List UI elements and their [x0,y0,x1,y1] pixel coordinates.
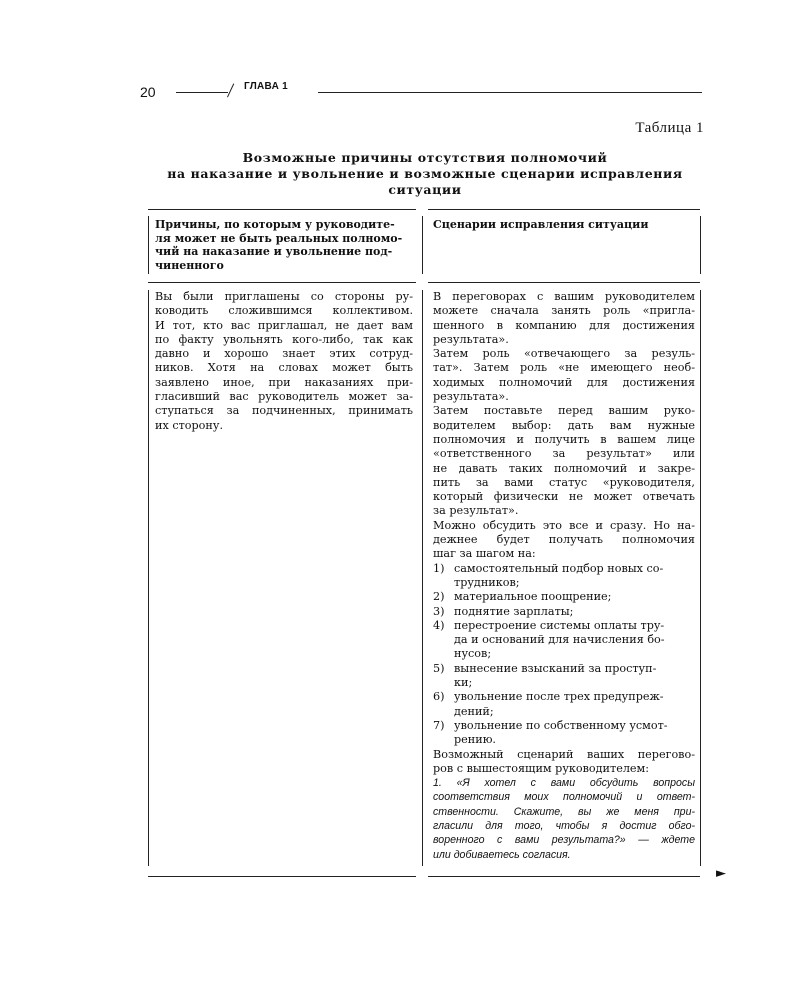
text-line: Затем поставьте перед вашим руко- [433,404,695,418]
list-item-continued: нусов; [454,647,492,661]
list-item-continued: дений; [454,704,494,718]
text-line: шаг за шагом на: [433,547,536,561]
center-border-head [422,216,423,274]
list-item-continued: да и оснований для начисления бо- [454,633,665,647]
right-column-text [433,290,695,862]
text-line: Возможный сценарий ваших перегово- [433,747,695,761]
table-title-line: ситуации [388,182,462,197]
header-line: Сценарии исправления ситуации [433,218,649,231]
text-line: не давать таких полномочий и закре- [433,461,695,475]
list-text: самостоятельный подбор новых со- [454,561,664,575]
italic-line: 1. «Я хотел с вами обсудить вопросы [433,777,695,790]
italic-line: соответствия моих полномочий и ответ- [433,791,695,804]
table-top-rule-right [428,209,700,210]
table-title-line: Возможные причины отсутствия полномочий [242,150,608,165]
text-line: «ответственного за результат» или [433,447,695,461]
text-line: их сторону. [155,418,224,432]
text-line: результата». [433,332,509,346]
list-item [433,562,695,576]
list-text: увольнение после трех предупреж- [454,690,664,704]
chapter-label: ГЛАВА 1 [244,81,289,92]
list-number: 1) [433,561,445,575]
text-line: Затем роль «отвечающего за резуль- [433,347,695,361]
list-text: вынесение взысканий за проступ- [454,661,657,675]
text-line: Вы были приглашены со стороны ру- [155,290,413,303]
list-number: 3) [433,604,445,618]
italic-line: воренного с вами результата?» — ждете [433,834,695,847]
text-line: ходимых полномочий для достижения [433,375,695,389]
list-item [433,590,695,604]
left-border-body [148,290,149,866]
italic-line: ственности. Скажите, вы же меня при- [433,805,695,818]
text-line: дежнее будет получать полномочия [433,533,695,547]
table-title-line: на наказание и увольнение и возможные сценарии исправления [167,166,683,181]
text-line: можете сначала занять роль «пригла- [433,304,695,318]
italic-line: гласили для того, чтобы я достиг обго- [433,819,695,832]
header-line: чиненного [155,258,224,272]
list-item-continued: ки; [454,676,473,690]
text-line: заявлено иное, при наказаниях при- [155,375,413,389]
text-line: шенного в компанию для достижения [433,318,695,332]
right-border-head [700,216,701,274]
list-number: 6) [433,690,445,704]
text-line: результата». [433,390,509,404]
table-bottom-rule-left [148,876,416,877]
header-line: Причины, по которым у руководите- [155,218,395,231]
list-number: 7) [433,718,445,732]
left-border-head [148,216,149,274]
table-title [150,150,700,198]
left-column-text [155,290,413,433]
text-line: ступаться за подчиненных, принимать [155,404,413,418]
list-item [433,690,695,704]
list-item [433,719,695,733]
list-text: перестроение системы оплаты тру- [454,618,665,632]
page-number: 20 [140,84,156,100]
header-bottom-rule-left [148,282,416,283]
list-number: 5) [433,661,445,675]
text-line: пить за вами статус «руководителя, [433,475,695,489]
left-column-header [155,218,417,272]
continue-arrow-icon: ► [716,866,726,881]
text-line: давно и хорошо знает этих сотруд- [155,347,413,361]
text-line: водителем выбор: дать вам нужные [433,418,695,432]
text-line: В переговорах с вашим руководителем [433,290,695,303]
list-text: увольнение по собственному усмот- [454,718,668,732]
header-rule-left [176,92,228,93]
header-bottom-rule-right [428,282,700,283]
text-line: ководить сложившимся коллективом. [155,304,413,318]
list-item-continued: рению. [454,733,496,747]
list-item [433,605,695,619]
list-item-continued: трудников; [454,575,520,589]
text-line: Можно обсудить это все и сразу. Но на- [433,518,695,532]
header-rule-right [318,92,702,93]
text-line: который физически не может отвечать [433,490,695,504]
text-line: тат». Затем роль «не имеющего необ- [433,361,695,375]
text-line: ров с вышестоящим руководителем: [433,761,650,775]
list-item [433,619,695,633]
text-line: по факту увольнять кого-либо, так как [155,332,413,346]
header-line: ля может не быть реальных полномо- [155,231,403,245]
center-border-body [422,290,423,866]
text-line: ников. Хотя на словах может быть [155,361,413,375]
list-text: материальное поощрение; [454,590,612,604]
list-number: 2) [433,590,445,604]
list-item [433,662,695,676]
table-label: Таблица 1 [635,120,704,136]
italic-line: или добиваетесь согласия. [433,848,571,861]
table-bottom-rule-right [428,876,700,877]
text-line: гласивший вас руководитель может за- [155,390,413,404]
list-text: поднятие зарплаты; [454,604,574,618]
header-line: чий на наказание и увольнение под- [155,245,393,258]
right-column-header [433,218,695,232]
text-line: за результат». [433,504,519,518]
text-line: полномочия и получить в вашем лице [433,432,695,446]
right-border-body [700,290,701,866]
list-number: 4) [433,618,445,632]
table-top-rule-left [148,209,416,210]
header-slash [227,83,234,97]
text-line: И тот, кто вас приглашал, не дает вам [155,318,413,332]
